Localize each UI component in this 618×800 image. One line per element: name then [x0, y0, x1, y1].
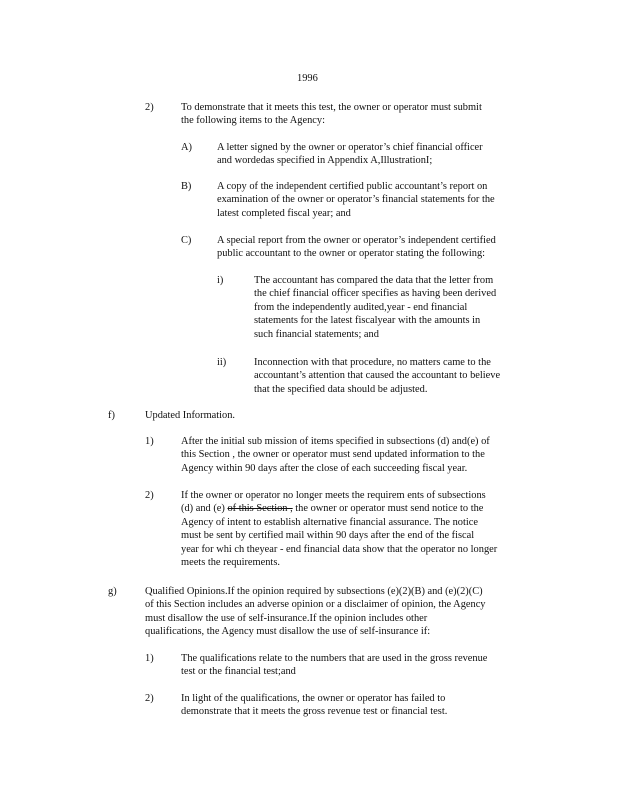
f-item-1-text [181, 435, 490, 475]
g-item-2-marker: 2) [145, 693, 154, 704]
item-i-marker: i) [217, 275, 224, 286]
section-f-marker: f) [108, 410, 115, 421]
item-2-text [181, 101, 482, 128]
item-ii-marker: ii) [217, 357, 227, 368]
text-line: Agency of intent to establish alternative financial assurance. The notice [181, 516, 478, 528]
text-line: that the specified data should be adjusted. [254, 383, 428, 395]
text-line: After the initial sub mission of items specified in subsections (d) and(e) of [181, 436, 490, 447]
text-segment: (d) and (e) [181, 503, 228, 515]
text-line: The qualifications relate to the numbers that are used in the gross revenue [181, 653, 488, 664]
text-line: and wordedas specified in Appendix A,IllustrationI; [217, 155, 433, 167]
text-line: In light of the qualifications, the owner or operator has failed to [181, 693, 446, 704]
text-line: Inconnection with that procedure, no matters came to the [254, 357, 491, 368]
text-line: accountant’s attention that caused the accountant to believe [254, 370, 501, 382]
f-item-2-marker: 2) [145, 490, 154, 501]
text-line: qualifications, the Agency must disallow the use of self-insurance if: [145, 626, 431, 638]
text-line: latest completed fiscal year; and [217, 207, 351, 219]
text-line: this Section , the owner or operator must send updated information to the [181, 449, 485, 461]
text-line: meets the requirements. [181, 557, 280, 569]
f-item-1-marker: 1) [145, 436, 154, 447]
text-line: Qualified Opinions.If the opinion required by subsections (e)(2)(B) and (e)(2)(C) [145, 586, 483, 597]
text-line: such financial statements; and [254, 328, 379, 340]
text-line: test or the financial test;and [181, 666, 296, 678]
text-line: must disallow the use of self-insurance.If the opinion includes other [145, 612, 428, 624]
item-2-marker: 2) [145, 102, 154, 113]
text-line: of this Section includes an adverse opinion or a disclaimer of opinion, the Agency [145, 599, 486, 611]
item-ii-text [254, 356, 500, 396]
text-line: must be sent by certified mail within 90 days after the end of the fiscal [181, 530, 475, 542]
item-b-marker: B) [181, 181, 192, 192]
struck-text: of this Section , [227, 503, 293, 515]
text-line: A special report from the owner or operator’s independent certified [217, 235, 496, 246]
item-i-text [254, 274, 496, 341]
text-line: The accountant has compared the data that the letter from [254, 275, 494, 286]
f-item-2-text [181, 489, 497, 569]
text-line: year for whi ch theyear - end financial data show that the operator no longer [181, 543, 498, 555]
item-a-marker: A) [181, 142, 192, 153]
section-f-heading: Updated Information. [145, 410, 236, 421]
text-line: the chief financial officer specifies as having been derived [254, 288, 497, 300]
page-year: 1996 [297, 73, 318, 84]
text-line [181, 502, 497, 515]
text-segment: the owner or operator must send notice to the [292, 503, 484, 515]
text-line: from the independently audited,year - end financial [254, 301, 468, 313]
item-c-marker: C) [181, 235, 192, 246]
g-item-1-marker: 1) [145, 653, 154, 664]
text-line: If the owner or operator no longer meets the requirem ents of subsections [181, 490, 486, 501]
text-line: statements for the latest fiscalyear with the amounts in [254, 315, 481, 327]
text-line: the following items to the Agency: [181, 115, 326, 127]
item-b-text [217, 180, 495, 220]
text-line: To demonstrate that it meets this test, the owner or operator must submit [181, 102, 482, 113]
section-g-marker: g) [108, 586, 117, 597]
g-item-1-text [181, 652, 487, 679]
text-line: demonstrate that it meets the gross revenue test or financial test. [181, 706, 448, 718]
text-line: A letter signed by the owner or operator’s chief financial officer [217, 142, 483, 153]
text-line: Agency within 90 days after the close of each succeeding fiscal year. [181, 462, 468, 474]
g-item-2-text [181, 692, 447, 719]
item-c-text [217, 234, 496, 261]
item-a-text [217, 141, 483, 168]
section-g-text [145, 585, 486, 639]
text-line: A copy of the independent certified public accountant’s report on [217, 181, 488, 192]
text-line: public accountant to the owner or operator stating the following: [217, 248, 486, 260]
text-line: examination of the owner or operator’s financial statements for the [217, 194, 495, 206]
